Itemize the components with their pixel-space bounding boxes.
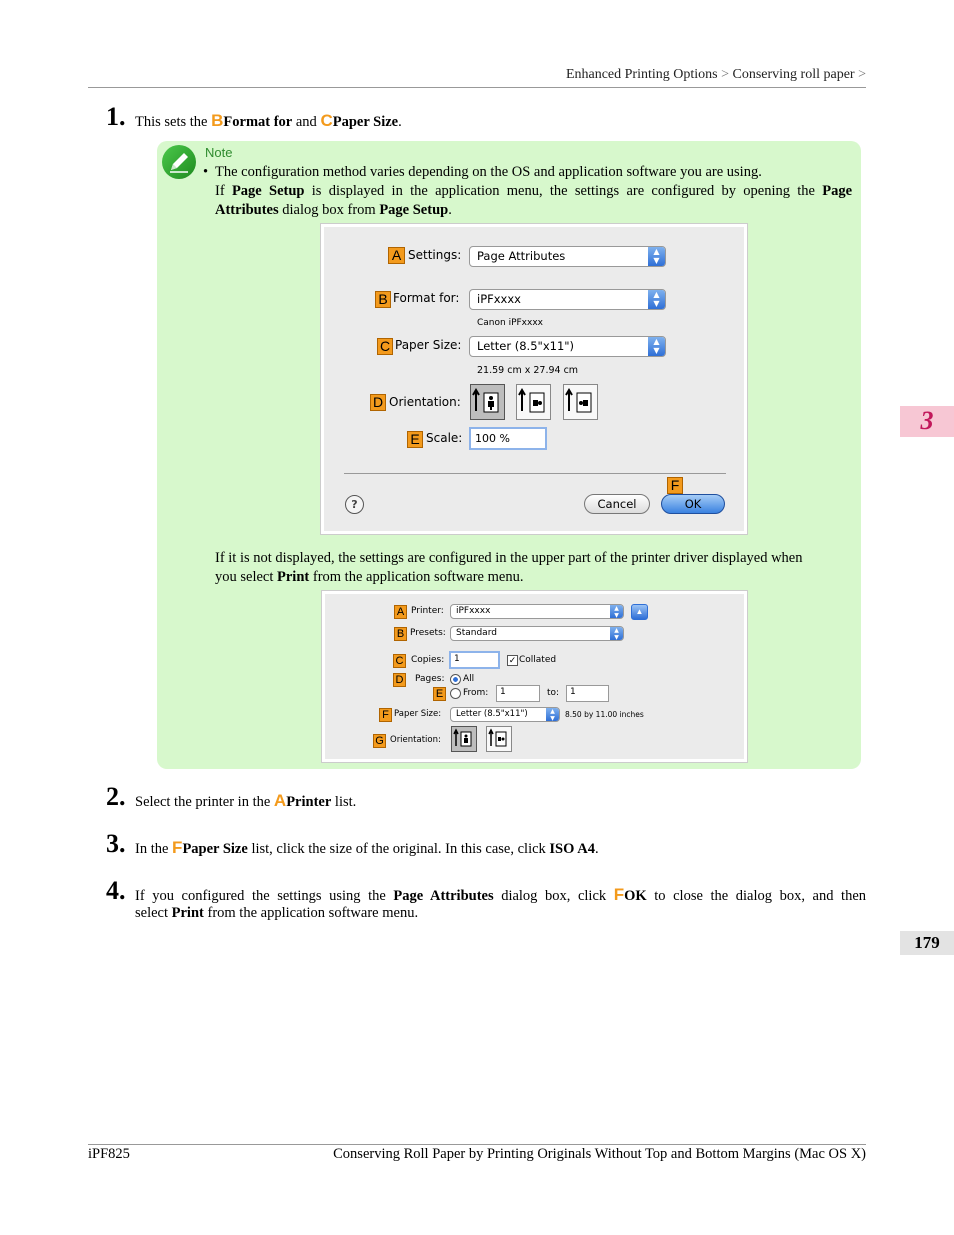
callout-badge-a: A — [394, 605, 407, 619]
breadcrumb — [566, 67, 866, 83]
callout-badge-f: F — [667, 477, 683, 494]
ok-button[interactable]: OK — [661, 494, 725, 514]
step-2-text: Select the printer in the APrinter list. — [135, 791, 357, 810]
callout-badge-a: A — [388, 247, 405, 264]
callout-badge-e: E — [433, 687, 446, 701]
portrait-icon — [471, 385, 504, 419]
footer-title: Conserving Roll Paper by Printing Originals Without Top and Bottom Margins (Mac OS X) — [333, 1146, 866, 1162]
orientation-landscape-button[interactable] — [486, 726, 512, 752]
to-label: to: — [547, 688, 560, 698]
orientation-label: Orientation: — [389, 395, 461, 409]
callout-badge-e: E — [407, 431, 423, 448]
step-4-text: If you configured the settings using the Page Attributes dialog box, click FOK to close the dialog box, and then — [135, 885, 867, 904]
portrait-icon — [452, 727, 476, 751]
settings-popup[interactable]: Page Attributes ▲ ▼ — [469, 246, 666, 267]
format-for-label: Format for: — [393, 291, 460, 305]
step-1-text: This sets the BFormat for and CPaper Size. — [135, 111, 402, 130]
dialog-divider — [344, 473, 726, 474]
callout-badge-f: F — [379, 708, 392, 722]
breadcrumb-separator: > — [721, 67, 729, 82]
format-for-popup[interactable]: iPFxxxx ▲ ▼ — [469, 289, 666, 310]
paper-size-dimensions: 8.50 by 11.00 inches — [565, 710, 644, 719]
printer-label: Printer: — [411, 606, 444, 616]
callout-badge-c: C — [393, 654, 406, 668]
callout-letter-c: C — [320, 111, 333, 130]
copies-input[interactable]: 1 — [449, 651, 500, 669]
note-bullet: • — [203, 164, 209, 180]
collated-label: Collated — [519, 655, 557, 665]
callout-badge-d: D — [393, 673, 406, 687]
disclosure-button[interactable] — [631, 604, 648, 620]
callout-badge-b: B — [394, 627, 407, 641]
note-label: Note — [205, 145, 233, 160]
breadcrumb-item-conserving[interactable]: Conserving roll paper — [732, 67, 855, 82]
chapter-tab[interactable]: 3 — [900, 406, 954, 437]
paper-size-popup[interactable]: Letter (8.5"x11") ▲ ▼ — [469, 336, 666, 357]
orientation-label: Orientation: — [390, 735, 441, 745]
popup-arrows-icon: ▲ ▼ — [648, 337, 665, 356]
callout-badge-d: D — [370, 394, 386, 411]
popup-arrows-icon: ▲ ▼ — [648, 290, 665, 309]
print-dialog — [322, 591, 747, 762]
step-4-number: 4. — [106, 876, 126, 905]
copies-label: Copies: — [411, 655, 445, 665]
callout-letter-f: F — [172, 838, 183, 857]
note-paragraph-2: If it is not displayed, the settings are configured in the upper part of the printer driver displayed when — [215, 550, 803, 566]
callout-badge-c: C — [377, 338, 393, 355]
callout-badge-g: G — [373, 734, 386, 748]
callout-letter-a: A — [273, 791, 287, 810]
landscape-icon — [517, 385, 550, 419]
step-4-text-line-2: select Print from the application software menu. — [135, 905, 419, 921]
reverse-landscape-icon — [564, 385, 597, 419]
help-button[interactable]: ? — [345, 495, 364, 514]
step-3-number: 3. — [106, 829, 126, 858]
note-line-1: The configuration method varies depending on the OS and application software you are using. — [215, 164, 762, 180]
paper-size-popup[interactable]: Letter (8.5"x11") ▲ ▼ — [450, 707, 560, 722]
note-paragraph-1: If Page Setup is displayed in the application menu, the settings are configured by opening the Page — [215, 183, 853, 199]
page-number: 179 — [900, 931, 954, 955]
paper-size-dimensions: 21.59 cm x 27.94 cm — [477, 365, 579, 376]
presets-popup[interactable]: Standard ▲ ▼ — [450, 626, 624, 641]
disclosure-triangle-icon: ▲ — [635, 607, 644, 616]
popup-arrows-icon: ▲ ▼ — [546, 708, 559, 721]
note-paragraph-1b: Attributes dialog box from Page Setup. — [215, 202, 452, 218]
orientation-landscape-button[interactable] — [516, 384, 551, 420]
from-input[interactable]: 1 — [496, 685, 540, 702]
scale-label: Scale: — [426, 431, 463, 445]
note-pencil-icon — [162, 145, 196, 179]
paper-size-label: Paper Size: — [394, 709, 442, 719]
breadcrumb-separator: > — [858, 67, 866, 82]
pages-from-radio[interactable] — [450, 688, 461, 699]
scale-input[interactable]: 100 % — [469, 427, 547, 450]
popup-arrows-icon: ▲ ▼ — [648, 247, 665, 266]
to-input[interactable]: 1 — [566, 685, 609, 702]
cancel-button[interactable]: Cancel — [584, 494, 650, 514]
page-attributes-dialog — [321, 224, 747, 534]
pages-all-label: All — [463, 674, 475, 684]
settings-label: Settings: — [408, 248, 462, 262]
landscape-icon — [487, 727, 511, 751]
breadcrumb-item-enhanced[interactable]: Enhanced Printing Options — [565, 67, 718, 82]
presets-label: Presets: — [410, 628, 446, 638]
from-label: From: — [463, 688, 489, 698]
paper-size-label: Paper Size: — [395, 338, 462, 352]
collated-checkbox[interactable]: ✓ — [508, 655, 517, 665]
orientation-portrait-button[interactable] — [451, 726, 477, 752]
orientation-reverse-landscape-button[interactable] — [563, 384, 598, 420]
step-2-number: 2. — [106, 782, 126, 811]
footer-model: iPF825 — [88, 1146, 130, 1162]
popup-arrows-icon: ▲ ▼ — [610, 605, 623, 618]
popup-arrows-icon: ▲ ▼ — [610, 627, 623, 640]
printer-popup[interactable]: iPFxxxx ▲ ▼ — [450, 604, 624, 619]
pages-label: Pages: — [415, 674, 445, 684]
step-3-text: In the FPaper Size list, click the size of the original. In this case, click ISO A4. — [135, 838, 599, 857]
orientation-portrait-button[interactable] — [470, 384, 505, 420]
callout-letter-f: F — [613, 885, 625, 904]
footer-rule — [88, 1144, 866, 1145]
step-1-number: 1. — [106, 102, 126, 131]
callout-letter-b: B — [211, 111, 224, 130]
pages-all-radio[interactable] — [450, 674, 461, 685]
header-rule — [88, 87, 866, 88]
callout-badge-b: B — [375, 291, 391, 308]
format-for-subtext: Canon iPFxxxx — [477, 318, 543, 328]
note-paragraph-2b: you select Print from the application software menu. — [215, 569, 524, 585]
